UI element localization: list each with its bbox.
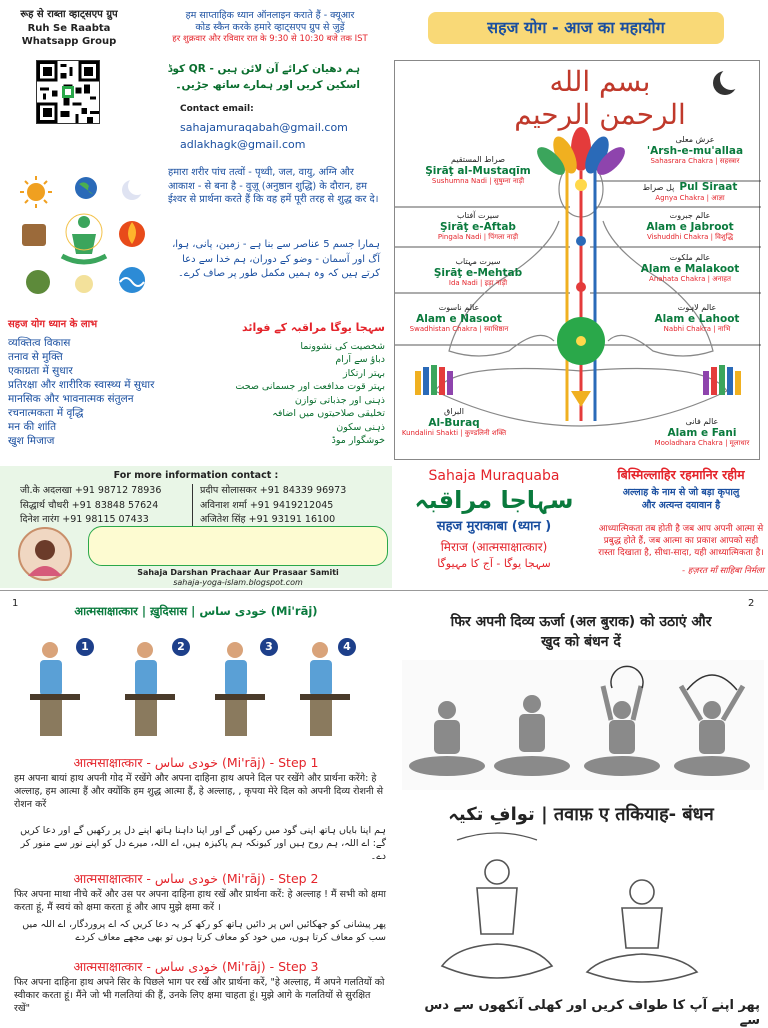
contact-divider bbox=[192, 484, 193, 528]
urdu-benefit-item: ذہنی اور جذباتی توازن bbox=[294, 394, 385, 406]
chakra-label: سیرت مہتاب Şirāţ e-Mehtab Ida Nadi | इड़ा नाड़ी bbox=[433, 257, 523, 288]
whatsapp-group-title: रूह से राब्ता व्हाट्सएप ग्रुप Ruh Se Raabta Whatsapp Group bbox=[20, 9, 118, 47]
steps-illustration bbox=[20, 630, 392, 745]
chakra-label: البراق Al-Buraq Kundalini Shakti | कुण्डलिनी शक्ति bbox=[401, 407, 507, 438]
urdu-benefit-item: بہتر قوت مدافعت اور جسمانی صحت bbox=[235, 381, 385, 393]
miraj-label: मिराज (आत्मसाक्षात्कार) bbox=[440, 540, 548, 554]
seated-figure-icon bbox=[125, 642, 175, 736]
muraqaba-urdu: سہاجا مراقبہ bbox=[414, 486, 574, 514]
email-list bbox=[180, 120, 348, 153]
blog-link[interactable]: sahaja-yoga-islam.blogspot.com bbox=[173, 578, 303, 588]
bismillah-calligraphy: بسم الله الرحمن الرحيم bbox=[514, 65, 686, 131]
benefit-item: एकाग्रता में सुधार bbox=[8, 365, 73, 378]
muraqaba-block bbox=[396, 466, 592, 570]
benefit-item: रचनात्मकता में वृद्धि bbox=[8, 407, 84, 420]
seated-figure-icon bbox=[442, 833, 552, 978]
urdu-benefit-item: ذہنی سکون bbox=[336, 421, 385, 433]
qr-code[interactable] bbox=[36, 60, 100, 124]
step-badge: 3 bbox=[260, 638, 278, 656]
online-meditation-info: हम साप्ताहिक ध्यान ऑनलाइन कराते हैं - क्यूआर कोड स्कैन करके हमारे व्हाट्सएप ग्रुप से जुड़ें हर शुक्रवार और रविवार रात के 9:30 से 10:30 बजे तक IST bbox=[172, 10, 368, 44]
shri-mataji-portrait bbox=[10, 524, 80, 584]
sky-icon bbox=[75, 275, 93, 293]
five-elements-urdu: ہمارا جسم 5 عناصر سے بنا ہے - زمین، پانی، ہوا، آگ اور آسمان - وضو کے دوران، ہم خدا سے دعا کرتے ہیں کہ وہ ہمیں مکمل طور پر صاف کرے۔ bbox=[172, 239, 380, 279]
meditating-figure-icon bbox=[62, 214, 106, 262]
contact-title: For more information contact : bbox=[113, 470, 279, 481]
page-number-1: 1 bbox=[12, 598, 19, 609]
bismillah-block bbox=[598, 466, 764, 576]
chakra-label: عالم ملکوت Alam e Malakoot Anahata Chakra | अनाहत bbox=[640, 253, 740, 284]
contact-list-left bbox=[20, 484, 190, 528]
chakra-label: عالم لاہوت Alam e Lahoot Nabhi Chakra | नाभि bbox=[654, 303, 740, 334]
benefit-item: तनाव से मुक्ति bbox=[8, 351, 63, 364]
seated-figure-icon bbox=[494, 695, 570, 776]
samiti-footer: Sahaja Darshan Prachaar Aur Prasaar Samiti sahaja-yoga-islam.blogspot.com bbox=[88, 568, 388, 589]
page1-header: आत्मसाक्षात्कार | ख़ुदिसास | خودی ساس (Mi'rāj) bbox=[74, 604, 318, 618]
seated-figure-icon bbox=[409, 701, 485, 776]
urdu-benefit-item: بہتر ارتکاز bbox=[343, 367, 385, 379]
step2-heading: आत्मसाक्षात्कार - خودی ساس (Mi'rāj) - Step 2 bbox=[73, 871, 319, 886]
page-number-2: 2 bbox=[748, 598, 755, 609]
chakra-label: سیرت آفتاب Şirāţ e-Aftab Pingala Nadi | पिंगला नाड़ी bbox=[437, 211, 519, 242]
crescent-moon-icon bbox=[713, 68, 742, 95]
page2-title: फिर अपनी दिव्य ऊर्जा (अल बुराक) को उठाएं और खुद को बंधन दें bbox=[450, 614, 712, 651]
bandhan-illustration bbox=[402, 832, 764, 992]
contact-email-label: Contact email: bbox=[180, 104, 254, 114]
urdu-benefit-item: شخصیت کی نشوونما bbox=[300, 340, 385, 352]
seated-figure-icon bbox=[215, 642, 265, 736]
chakra-label: عالم ناسوت Alam e Nasoot Swadhistan Chakra | स्वाधिष्ठान bbox=[409, 303, 509, 334]
step3-heading: आत्मसाक्षात्कार - خودی ساس (Mi'rāj) - Step 3 bbox=[73, 959, 319, 974]
chakra-label: پل صراط Pul Siraat Agnya Chakra | आज्ञा bbox=[642, 181, 738, 202]
muraqaba-roman: Sahaja Muraquaba bbox=[428, 468, 560, 484]
sun-icon bbox=[20, 176, 52, 208]
raise-kundalini-illustration bbox=[402, 660, 764, 790]
step2-hindi: फिर अपना माथा नीचे करें और उस पर अपना दाहिना हाथ रखें और प्रार्थना करें: हे अल्लाह ! मैं सभी को क्षमा करता हूं, मैं स्वयं को क्षमा करता हूं और आप मुझे क्षमा करें । bbox=[14, 889, 386, 914]
fire-icon bbox=[119, 221, 145, 247]
urdu-benefit-item: تخلیقی صلاحیتوں میں اضافہ bbox=[272, 408, 385, 420]
step1-hindi: हम अपना बायां हाथ अपनी गोद में रखेंगे और अपना दाहिना हाथ अपने दिल पर रखेंगे और प्रार्थना करेंगे: हे अल्लाह, हम आत्मा हैं और क्योंकि हम शुद्ध आत्मा हैं, हे अल्लाह, , कृपया मेरे दिल को अपनी दिव्य रोशनी से रोशन करें bbox=[14, 773, 384, 811]
step1-heading: आत्मसाक्षात्कार - خودی ساس (Mi'rāj) - Step 1 bbox=[73, 755, 319, 770]
benefit-item: व्यक्तित्व विकास bbox=[8, 337, 71, 350]
benefit-item: खुश मिजाज bbox=[8, 434, 55, 447]
benefit-item: मानसिक और भावनात्मक संतुलन bbox=[8, 393, 134, 406]
chakra-diagram bbox=[394, 60, 760, 460]
seated-figure-icon bbox=[587, 880, 697, 982]
info-banner bbox=[88, 526, 388, 566]
email-link-2[interactable]: adlakhagk@gmail.com bbox=[180, 137, 306, 151]
vishuddhi-chakra-icon bbox=[576, 236, 586, 246]
plant-icon bbox=[26, 270, 50, 294]
chakra-label: عالم جبروت Alam e Jabroot Vishuddhi Chakra | विशुद्धि bbox=[646, 211, 734, 242]
bismillah-meaning: अल्लाह के नाम से जो बड़ा कृपालु और अत्यन्त दयावान है bbox=[622, 487, 740, 511]
anahata-chakra-icon bbox=[576, 282, 586, 292]
seated-figure-icon bbox=[674, 686, 750, 776]
benefit-item: प्रतिरक्षा और शारीरिक स्वास्थ्य में सुधार bbox=[8, 379, 155, 392]
step-badge: 1 bbox=[76, 638, 94, 656]
bandhan-urdu-text: پھر اپنے آپ کا طواف کریں اور کھلی آنکھوں سے دس سے bbox=[424, 998, 760, 1028]
quote-author: - हज़रत माँ साहिबा निर्मला bbox=[682, 566, 764, 576]
spirituality-quote: आध्यात्मिकता तब होती है जब आप अपनी आत्मा से प्रबुद्ध होते हैं, जब आत्मा का प्रकाश आपको सही रास्ता दिखाता है, सीधा-सादा, यही आध्यात्मिकता है। bbox=[598, 523, 764, 558]
urdu-benefit-item: دباؤ سے آرام bbox=[335, 354, 385, 366]
benefits-list bbox=[8, 318, 198, 449]
contact-person: सिद्धार्थ चौधरी +91 83848 57624 bbox=[20, 499, 159, 511]
contact-person: दिनेश नारंग +91 98115 07433 bbox=[20, 514, 149, 526]
step2-urdu: پھر پیشانی کو جھکائیں اس پر دائیں ہاتھ کو رکھ کر یہ دعا کریں کہ اے پروردگار، اے اللہ میں سب کو معاف کرتا ہوں، میں خود کو معاف کرتا ہوں تو بھی مجھے معاف کردے bbox=[22, 919, 386, 944]
chakra-label: عالم فانی Alam e Fani Mooladhara Chakra | मूलाधार bbox=[654, 417, 750, 448]
step1-urdu: ہم اپنا بایاں ہاتھ اپنی گود میں رکھیں گے اور اپنا داہنا ہاتھ اپنے دل پر رکھیں گے اور دعا کریں گے: اے اللہ، ہم روح ہیں اور کیونکہ ہم پاکیزہ ہیں، اے اللہ، میرے دل کو اپنے نور سے منور کر دے۔ bbox=[20, 825, 386, 863]
moon-icon bbox=[122, 177, 146, 200]
contact-person: अविनाश शर्मा +91 9419212045 bbox=[200, 499, 334, 511]
seated-figure-icon bbox=[584, 686, 660, 776]
email-link-1[interactable]: sahajamuraqabah@gmail.com bbox=[180, 121, 348, 134]
benefit-item: मन की शांति bbox=[8, 421, 57, 434]
urdu-benefit-item: خوشگوار موڈ bbox=[331, 435, 385, 446]
page-title: सहज योग - आज का महायोग bbox=[428, 12, 724, 44]
hand-right-icon bbox=[703, 365, 741, 395]
mahayoga-urdu: سہجا یوگا - آج کا مہیوگا bbox=[437, 557, 551, 570]
urdu-online-info: ہم دھیان کرائے آن لائن ہیں - QR کوڈ اسکین کریں اور ہمارے ساتھ جڑیں۔ bbox=[167, 63, 360, 91]
contact-person: अजितेश सिंह +91 93191 16100 bbox=[200, 514, 336, 526]
contact-list-right bbox=[200, 484, 385, 528]
agnya-chakra-icon bbox=[575, 179, 587, 191]
step3-hindi: फिर अपना दाहिना हाथ अपने सिर के पिछले भाग पर रखें और प्रार्थना करें, "हे अल्लाह, मैं अपने गलतियों को स्वीकार करता हूं। मैंने जो भी गलतियां की हैं, उनके लिए क्षमा चाहता हूं। मुझे आगे के गलतियों से सुरक्षित रखें" bbox=[14, 977, 385, 1015]
five-elements-figure bbox=[14, 172, 154, 302]
chakra-label: عرش معلی 'Arsh-e-mu'allaa Sahasrara Chakra | सहस्त्रार bbox=[646, 135, 744, 166]
benefits-title: सहज योग ध्यान के लाभ bbox=[8, 319, 98, 330]
section-divider bbox=[0, 590, 768, 591]
earth-element-icon bbox=[22, 224, 46, 246]
five-elements-hindi: हमारा शरीर पांच तत्वों - पृथ्वी, जल, वायु, अग्नि और आकाश - से बना है - वुज़ू (अनुष्ठान शुद्धि) के दौरान, हम ईश्वर से प्रार्थना करते हैं कि वह हमें पूरी तरह से शुद्ध कर दे। bbox=[168, 167, 379, 206]
tawaf-heading: توافِ تکیہ | तवाफ़ ए तकियाह- बंधन bbox=[448, 804, 714, 825]
seated-figure-icon bbox=[300, 642, 350, 736]
urdu-benefits-title: سہجا یوگا مراقبہ کے فوائد bbox=[242, 321, 385, 334]
muraqaba-hindi: सहज मुराकाबा (ध्यान ) bbox=[436, 519, 552, 534]
urdu-benefits-list bbox=[200, 320, 385, 447]
step-badge: 4 bbox=[338, 638, 356, 656]
hand-left-icon bbox=[415, 365, 453, 395]
mooladhara-icon bbox=[571, 391, 591, 407]
contact-person: जी.के अदलखा +91 98712 78936 bbox=[20, 485, 162, 496]
step-badge: 2 bbox=[172, 638, 190, 656]
water-icon bbox=[119, 267, 145, 293]
seated-figure-icon bbox=[30, 642, 80, 736]
chakra-label: صراط المستقیم Şirāţ al-Mustaqīm Sushumna Nadi | सुषुम्ना नाड़ी bbox=[425, 155, 531, 186]
contact-person: प्रदीप सोलासकर +91 84339 96973 bbox=[200, 485, 347, 496]
bismillah-hindi: बिस्मिल्लाहिर रहमानिर रहीम bbox=[617, 467, 745, 482]
